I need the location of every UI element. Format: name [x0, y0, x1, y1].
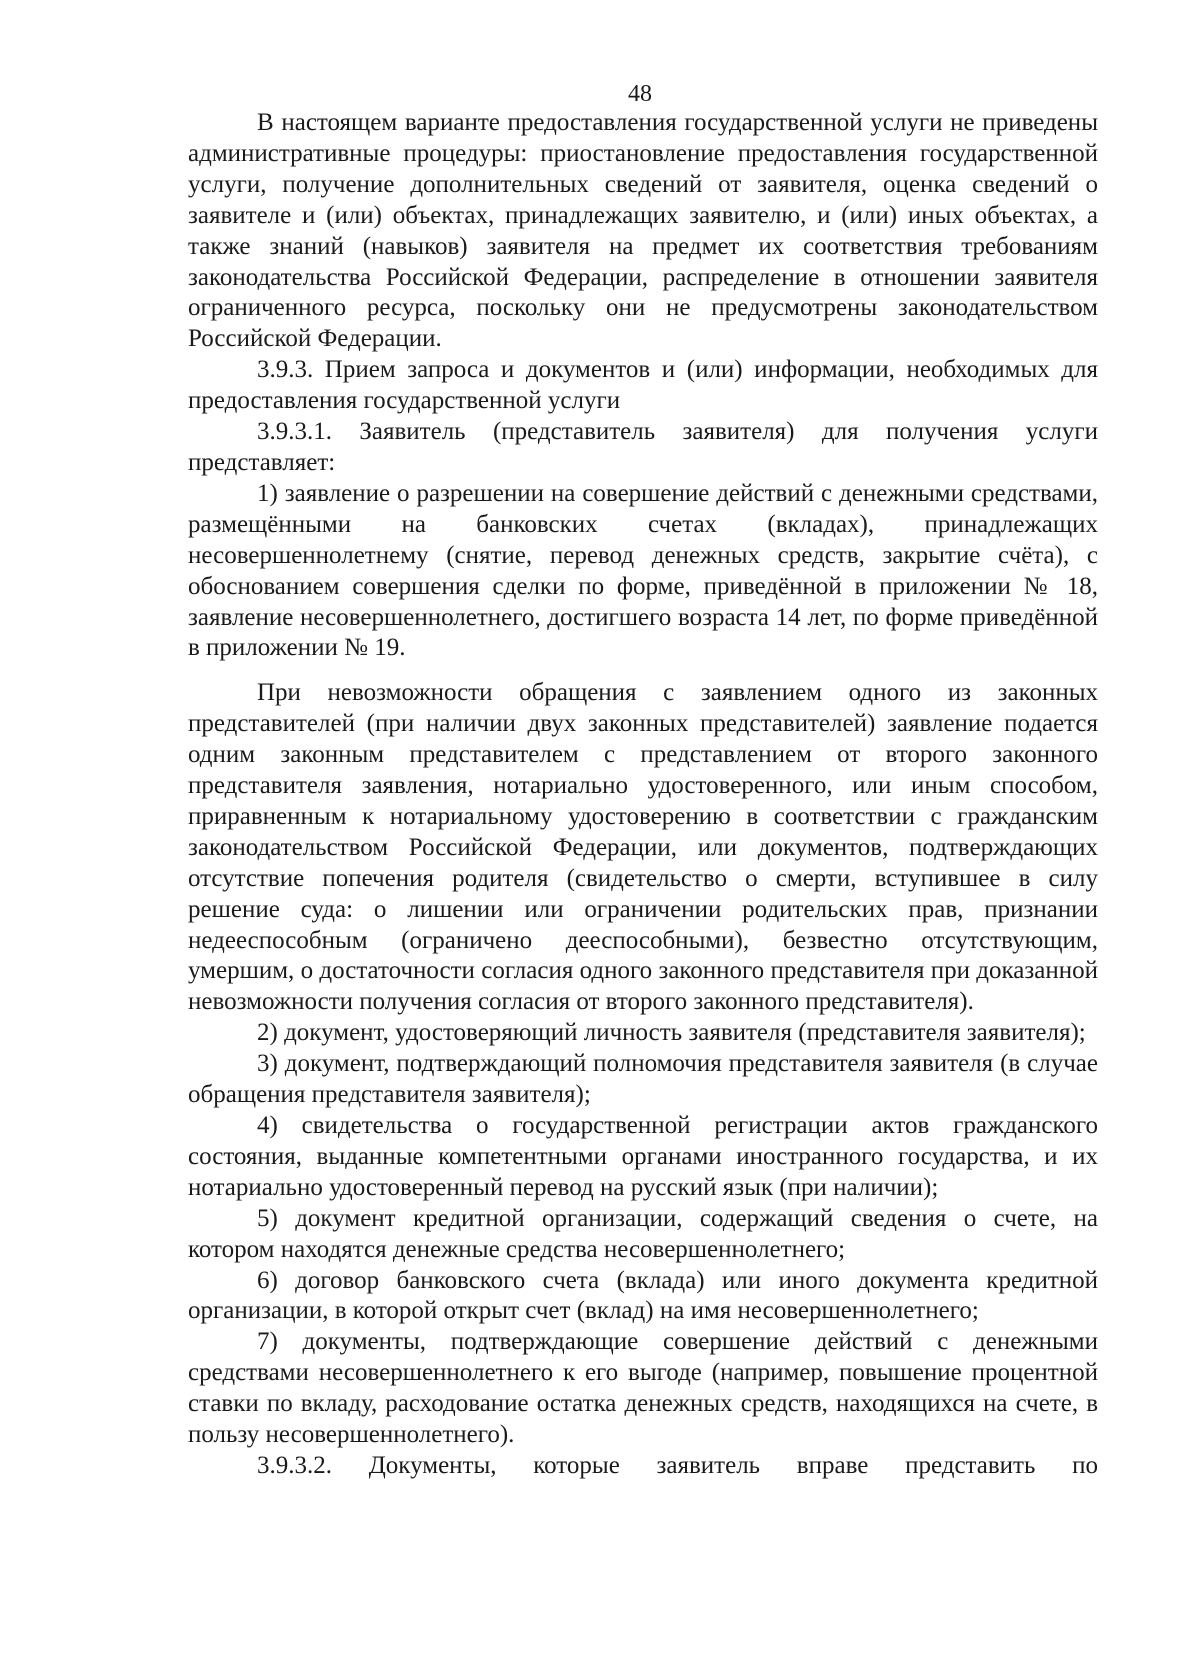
list-item-4: 4) свидетельства о государственной регистрации актов гражданского состояния, выданные компетентными органами иностранного государства, и их нотариально удостоверенный перевод на русский язык (при наличии); [188, 1112, 1098, 1201]
paragraph-intro: В настоящем варианте предоставления государственной услуги не приведены административные процедуры: приостановление предоставления государственной услуги, получение дополнительных сведений от заявителя, оценка сведений о заявителе и (или) объектах, принадлежащих заявителю, и (или) иных объектах, а также знаний (навыков) заявителя на предмет их соответствия требованиям законодательства Российской Федерации, распределение в отношении заявителя ограниченного ресурса, поскольку они не предусмотрены законодательством Российской Федерации. [188, 109, 1098, 353]
list-item-6: 6) договор банковского счета (вклада) или иного документа кредитной организации, в которой открыт счет (вклад) на имя несовершеннолетнего; [188, 1266, 1098, 1325]
section-heading-3-9-3: 3.9.3. Прием запроса и документов и (или) информации, необходимых для предоставления государственной услуги [188, 356, 1098, 415]
page-number: 48 [628, 81, 652, 107]
paragraph-impossibility: При невозможности обращения с заявлением одного из законных представителей (при наличии двух законных представителей) заявление подается одним законным представителем с представлением от второго законного представителя заявления, нотариально удостоверенного, или иным способом, приравненным к нотариальному удостоверению в соответствии с гражданским законодательством Российской Федерации, или документов, подтверждающих отсутствие попечения родителя (свидетельство о смерти, вступившее в силу решение суда: о лишении или ограничении родительских прав, признании недееспособным (ограничено дееспособными), безвестно отсутствующим, умершим, о достаточности согласия одного законного представителя при доказанной невозможности получения согласия от второго законного представителя). [188, 679, 1098, 1016]
list-item-7: 7) документы, подтверждающие совершение действий с денежными средствами несовершеннолетнего к его выгоде (например, повышение процентной ставки по вкладу, расходование остатка денежных средств, находящихся на счете, в пользу несовершеннолетнего). [188, 1328, 1098, 1449]
list-item-5: 5) документ кредитной организации, содержащий сведения о счете, на котором находятся денежные средства несовершеннолетнего; [188, 1204, 1098, 1263]
list-item-1: 1) заявление о разрешении на совершение действий с денежными средствами, размещёнными на банковских счетах (вкладах), принадлежащих несовершеннолетнему (снятие, перевод денежных средств, закрытие счёта), с обоснованием совершения сделки по форме, приведённой в приложении № 18, заявление несовершеннолетнего, достигшего возраста 14 лет, по форме приведённой в приложении № 19. [188, 479, 1098, 662]
list-item-3: 3) документ, подтверждающий полномочия представителя заявителя (в случае обращения представителя заявителя); [188, 1050, 1098, 1109]
paragraph-3-9-3-2: 3.9.3.2. Документы, которые заявитель вправе представить по [257, 1451, 1098, 1479]
list-item-2: 2) документ, удостоверяющий личность заявителя (представителя заявителя); [257, 1019, 1086, 1047]
paragraph-3-9-3-1: 3.9.3.1. Заявитель (представитель заявителя) для получения услуги представляет: [188, 418, 1098, 476]
document-body [188, 108, 1098, 1482]
